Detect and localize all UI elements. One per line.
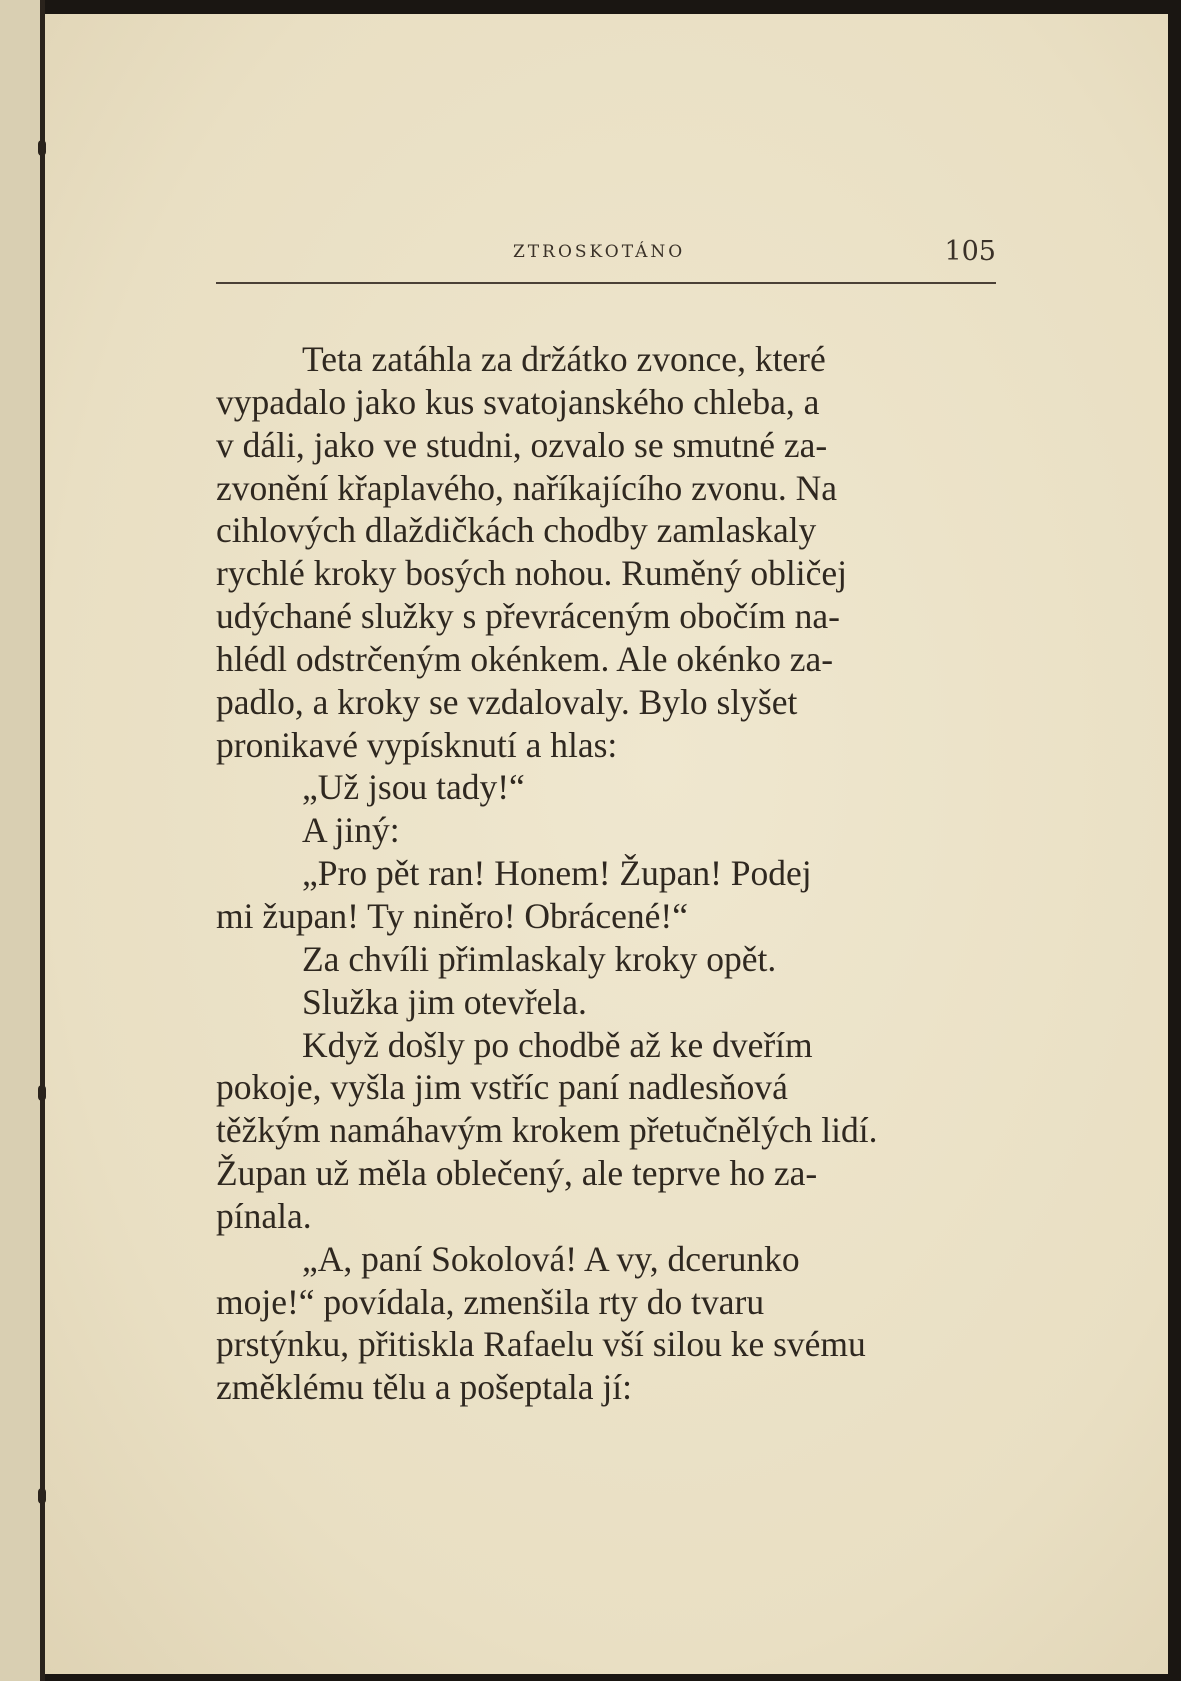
paragraph: Když došly po chodbě až ke dveřím pokoje, vyšla jim vstříc paní nadlesňová těžkým namáhavým krokem přetučnělých lidí. Župan už měla oblečený, ale teprve ho za- pínala.	[216, 1024, 878, 1236]
body-text	[216, 338, 996, 1409]
binding-gutter-line	[40, 0, 45, 1681]
paragraph: A jiný:	[302, 810, 400, 851]
paragraph: „Už jsou tady!“	[302, 767, 525, 808]
paragraph: „A, paní Sokolová! A vy, dcerunko moje!“ povídala, zmenšila rty do tvaru prstýnku, přitiskla Rafaelu vší silou ke svému změklému tělu a pošeptala jí:	[216, 1238, 866, 1408]
page-number: 105	[944, 236, 996, 267]
binding-mark	[38, 140, 46, 156]
running-title: ZTROSKOTÁNO	[513, 242, 686, 262]
paragraph: „Pro pět ran! Honem! Župan! Podej mi župan! Ty niněro! Obrácené!“	[216, 853, 812, 936]
running-head	[216, 236, 996, 272]
binding-mark	[38, 1488, 46, 1504]
paragraph: Teta zatáhla za držátko zvonce, které vypadalo jako kus svatojanského chleba, a v dáli, jako ve studni, ozvalo se smutné za- zvonění křaplavého, naříkajícího zvonu. Na cihlových dlaždičkách chodby zamlaskaly rychlé kroky bosých nohou. Ruměný obličej udýchané služky s převráceným obočím na- hlédl odstrčeným okénkem. Ale okénko za- padlo, a kroky se vzdalovaly. Bylo slyšet pronikavé vypísknutí a hlas:	[216, 339, 847, 765]
paragraph: Za chvíli přimlaskaly kroky opět.	[302, 938, 777, 979]
binding-mark	[38, 1085, 46, 1101]
header-rule	[216, 282, 996, 284]
paragraph: Služka jim otevřela.	[302, 981, 587, 1022]
book-binding-edge	[0, 0, 40, 1681]
